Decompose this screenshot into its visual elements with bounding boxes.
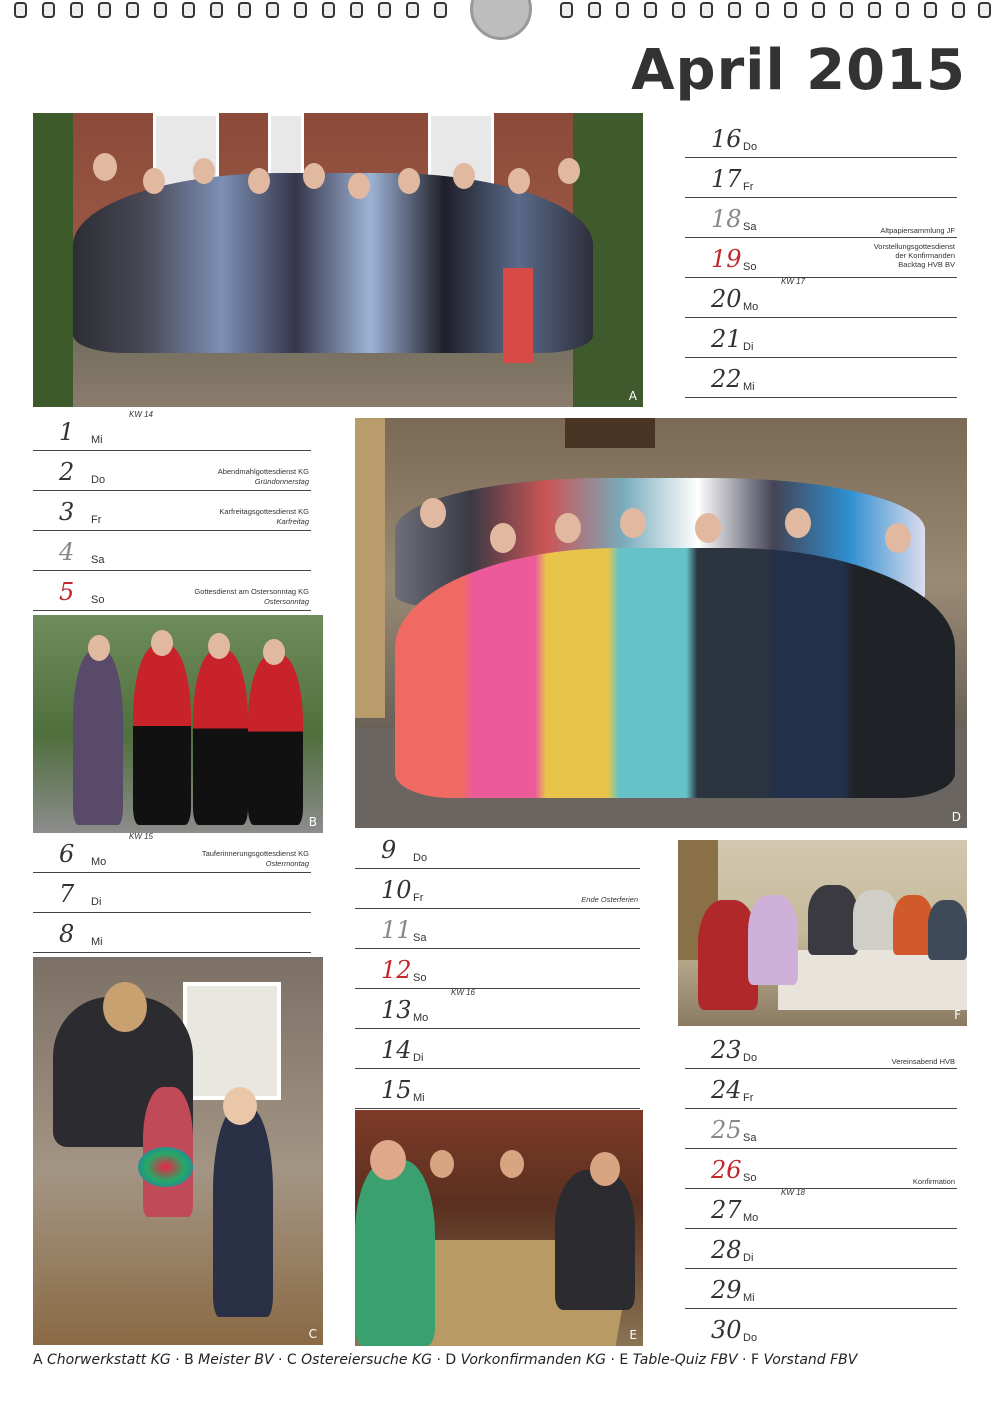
weekday: Fr — [743, 1092, 754, 1104]
day-row-14 — [355, 1028, 640, 1069]
photo-board-meeting — [678, 840, 967, 1026]
weekday: Mo — [91, 856, 107, 868]
photo-table-quiz — [355, 1110, 643, 1346]
day-number: 20 — [711, 285, 742, 313]
day-number: 7 — [59, 880, 75, 908]
day-number: 28 — [711, 1236, 742, 1264]
day-row-20 — [685, 277, 957, 318]
day-row-6 — [33, 832, 311, 873]
day-row-9 — [355, 828, 640, 869]
weekday: Di — [743, 1252, 754, 1264]
photo-tag: D — [951, 810, 961, 824]
event-text: Vorstellungsgottesdienst — [873, 242, 955, 251]
photo-choir-group — [33, 113, 643, 407]
day-row-18 — [685, 197, 957, 238]
day-number: 15 — [381, 1076, 412, 1104]
day-row-24 — [685, 1068, 957, 1109]
day-number: 11 — [381, 916, 412, 944]
day-row-10 — [355, 868, 640, 909]
day-row-30 — [685, 1308, 957, 1348]
photo-tag: B — [308, 815, 317, 829]
day-row-3 — [33, 490, 311, 531]
day-row-1 — [33, 410, 311, 451]
holiday-text: Ostermontag — [265, 859, 309, 868]
event-text: Abendmahlgottesdienst KG — [217, 467, 309, 476]
day-number: 2 — [59, 458, 75, 486]
week-number: KW 15 — [129, 832, 154, 841]
holiday-text: Ostersonntag — [263, 597, 309, 606]
day-row-8 — [33, 912, 311, 953]
day-number: 25 — [711, 1116, 742, 1144]
photo-tag: A — [628, 389, 637, 403]
day-number: 1 — [59, 418, 75, 446]
weekday: Mo — [743, 1212, 759, 1224]
weekday: Fr — [743, 181, 754, 193]
photo-tag: E — [629, 1328, 637, 1342]
holiday-text: Gründonnerstag — [254, 477, 309, 486]
day-row-26 — [685, 1148, 957, 1189]
weekday: Mo — [413, 1012, 429, 1024]
weekday: So — [743, 1172, 757, 1184]
holiday-text: Ende Osterferien — [581, 895, 638, 904]
weekday: Fr — [91, 514, 102, 526]
weekday: Di — [91, 896, 102, 908]
photo-easter-egg-hunt — [33, 957, 323, 1345]
event-text: Altpapiersammlung JF — [880, 226, 955, 235]
weekday: Mi — [743, 381, 755, 393]
day-row-28 — [685, 1228, 957, 1269]
week-number: KW 16 — [451, 988, 476, 997]
photo-caption: A Chorwerkstatt KG · B Meister BV · C Ostereiersuche KG · D Vorkonfirmanden KG · E Table-Quiz FBV · F Vorstand FBV — [33, 1352, 858, 1368]
day-number: 12 — [381, 956, 412, 984]
weekday: Do — [743, 1332, 758, 1344]
weekday: Do — [743, 1052, 758, 1064]
day-number: 18 — [711, 205, 742, 233]
day-number: 8 — [59, 920, 75, 948]
day-number: 16 — [711, 125, 742, 153]
hanger-hole-icon — [470, 0, 532, 40]
day-row-2 — [33, 450, 311, 491]
day-number: 17 — [711, 165, 742, 193]
day-row-29 — [685, 1268, 957, 1309]
day-row-19 — [685, 237, 957, 278]
day-number: 24 — [711, 1076, 742, 1104]
day-number: 14 — [381, 1036, 412, 1064]
day-row-15 — [355, 1068, 640, 1109]
day-number: 21 — [711, 325, 742, 353]
day-row-5 — [33, 570, 311, 611]
day-number: 13 — [381, 996, 412, 1024]
day-number: 4 — [59, 538, 75, 566]
week-number: KW 18 — [781, 1188, 806, 1197]
week-number: KW 14 — [129, 410, 154, 419]
holiday-text: Karfreitag — [276, 517, 309, 526]
weekday: Sa — [743, 1132, 757, 1144]
weekday: Di — [413, 1052, 424, 1064]
day-number: 5 — [59, 578, 75, 606]
day-row-12 — [355, 948, 640, 989]
photo-tag: F — [954, 1008, 961, 1022]
photo-champion-girls — [33, 615, 323, 833]
day-number: 10 — [381, 876, 412, 904]
day-row-25 — [685, 1108, 957, 1149]
day-number: 9 — [381, 836, 397, 864]
day-number: 29 — [711, 1276, 742, 1304]
weekday: Mi — [413, 1092, 425, 1104]
photo-pre-confirmands — [355, 418, 967, 828]
day-number: 27 — [711, 1196, 742, 1224]
weekday: So — [743, 261, 757, 273]
day-row-17 — [685, 157, 957, 198]
weekday: Fr — [413, 892, 424, 904]
day-row-4 — [33, 530, 311, 571]
weekday: Sa — [743, 221, 757, 233]
week-number: KW 17 — [781, 277, 806, 286]
event-text: der Konfirmanden — [895, 251, 955, 260]
day-number: 26 — [711, 1156, 742, 1184]
weekday: Mi — [91, 434, 103, 446]
day-row-7 — [33, 872, 311, 913]
day-row-27 — [685, 1188, 957, 1229]
weekday: Do — [743, 141, 758, 153]
day-number: 6 — [59, 840, 75, 868]
day-row-22 — [685, 357, 957, 398]
day-row-11 — [355, 908, 640, 949]
photo-tag: C — [308, 1327, 317, 1341]
day-number: 30 — [711, 1316, 742, 1344]
day-row-16 — [685, 117, 957, 158]
weekday: Di — [743, 341, 754, 353]
day-number: 23 — [711, 1036, 742, 1064]
weekday: So — [91, 594, 105, 606]
weekday: Mi — [91, 936, 103, 948]
day-number: 3 — [59, 498, 75, 526]
weekday: Sa — [413, 932, 427, 944]
day-row-23 — [685, 1028, 957, 1069]
weekday: So — [413, 972, 427, 984]
event-text: Karfreitagsgottesdienst KG — [219, 507, 309, 516]
weekday: Do — [413, 852, 428, 864]
weekday: Sa — [91, 554, 105, 566]
event-text: Gottesdienst am Ostersonntag KG — [194, 587, 309, 596]
event-text: Konfirmation — [912, 1177, 955, 1186]
event-text: Vereinsabend HVB — [891, 1057, 955, 1066]
event-text: Backtag HVB BV — [898, 260, 955, 269]
page-title: April 2015 — [631, 38, 966, 103]
weekday: Mo — [743, 301, 759, 313]
day-number: 19 — [711, 245, 742, 273]
weekday: Mi — [743, 1292, 755, 1304]
day-number: 22 — [711, 365, 742, 393]
event-text: Tauferinnerungsgottesdienst KG — [201, 849, 309, 858]
day-row-13 — [355, 988, 640, 1029]
day-row-21 — [685, 317, 957, 358]
weekday: Do — [91, 474, 106, 486]
